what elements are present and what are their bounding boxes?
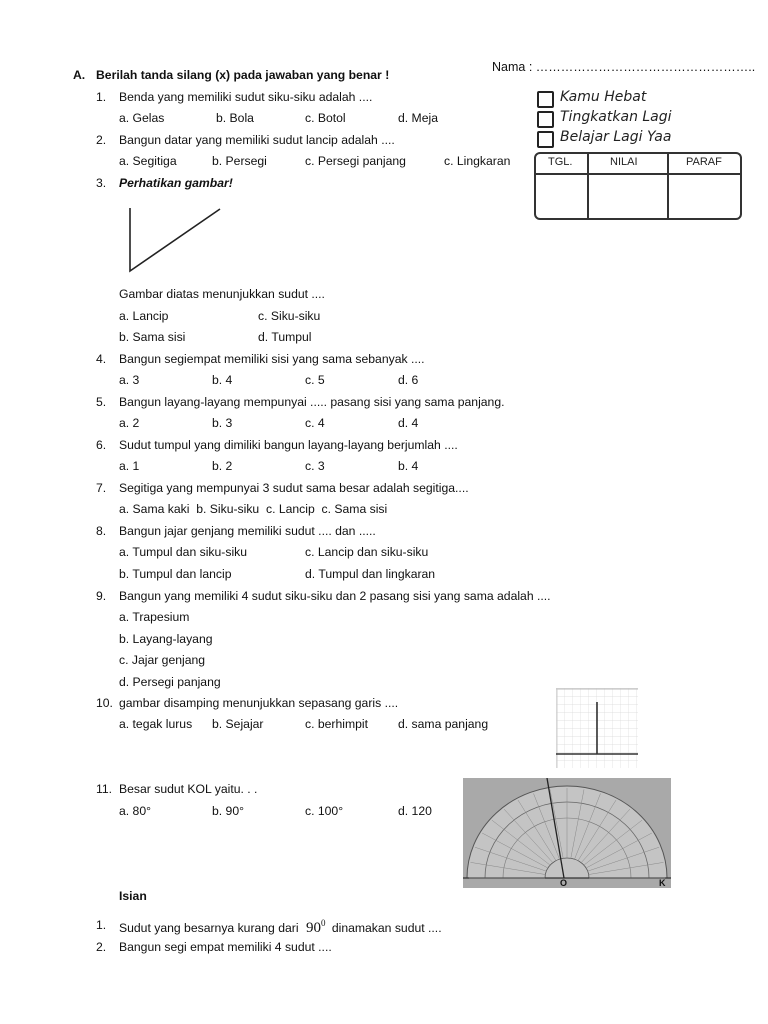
option-a: a. Lancip	[119, 309, 169, 323]
question-number: 3.	[96, 176, 107, 190]
table-header-signature: PARAF	[686, 156, 722, 168]
option-b: b. Persegi	[212, 154, 267, 168]
question-text: Bangun datar yang memiliki sudut lancip adalah ....	[119, 133, 395, 147]
question-text: Bangun segiempat memiliki sisi yang sama sebanyak ....	[119, 352, 425, 366]
option-b: b. 3	[212, 416, 233, 430]
question-number: 7.	[96, 481, 107, 495]
option-a: a. Segitiga	[119, 154, 177, 168]
isian-text-post: dinamakan sudut ....	[331, 921, 442, 935]
question-text: Segitiga yang mempunyai 3 sudut sama besar adalah segitiga....	[119, 481, 469, 495]
option-a: a. 3	[119, 373, 140, 387]
options-line: a. Sama kaki b. Siku-siku c. Lancip c. Sama sisi	[119, 502, 388, 516]
option-b: b. Sama sisi	[119, 330, 186, 344]
isian-question-1	[119, 918, 442, 937]
isian-question-2: Bangun segi empat memiliki 4 sudut ....	[119, 940, 332, 954]
question-number: 8.	[96, 524, 107, 538]
checklist-item: Tingkatkan Lagi	[560, 109, 672, 125]
question-text: Sudut tumpul yang dimiliki bangun layang-layang berjumlah ....	[119, 438, 458, 452]
option-c: c. Jajar genjang	[119, 653, 206, 667]
option-d: d. Tumpul	[258, 330, 312, 344]
question-number: 6.	[96, 438, 107, 452]
option-b: b. Tumpul dan lancip	[119, 567, 232, 581]
question-number: 5.	[96, 395, 107, 409]
option-d: d. 4	[398, 416, 419, 430]
question-text: Bangun jajar genjang memiliki sudut .... dan .....	[119, 524, 376, 538]
question-number: 1.	[96, 918, 107, 932]
section-isian-title: Isian	[119, 889, 147, 903]
option-a: a. Tumpul dan siku-siku	[119, 545, 248, 559]
score-table	[534, 152, 742, 220]
option-a: a. Gelas	[119, 111, 165, 125]
protractor-label-k: K	[659, 878, 666, 888]
question-text: Bangun layang-layang mempunyai ..... pasang sisi yang sama panjang.	[119, 395, 505, 409]
option-d: d. sama panjang	[398, 717, 489, 731]
table-divider	[667, 154, 669, 218]
option-a: a. 2	[119, 416, 140, 430]
option-b: b. Sejajar	[212, 717, 264, 731]
option-d: d. Tumpul dan lingkaran	[305, 567, 436, 581]
checkbox-icon	[537, 131, 554, 148]
checklist-item: Belajar Lagi Yaa	[560, 129, 672, 145]
option-d: b. 4	[398, 459, 419, 473]
table-header-score: NILAI	[610, 156, 638, 168]
option-c: c. 5	[305, 373, 325, 387]
option-c: c. Lancip dan siku-siku	[305, 545, 429, 559]
question-number: 4.	[96, 352, 107, 366]
option-b: b. 4	[212, 373, 233, 387]
option-d: d. 120	[398, 804, 432, 818]
isian-text-pre: Sudut yang besarnya kurang dari	[119, 921, 299, 935]
option-a: a. tegak lurus	[119, 717, 193, 731]
option-c: c. Botol	[305, 111, 346, 125]
question-text: Benda yang memiliki sudut siku-siku adalah ....	[119, 90, 373, 104]
option-c: c. Siku-siku	[258, 309, 321, 323]
option-c: c. 3	[305, 459, 325, 473]
name-field: Nama : ……………………………………………..	[492, 60, 756, 74]
protractor-drawing	[463, 778, 671, 888]
table-divider	[587, 154, 589, 218]
question-number: 10.	[96, 696, 113, 710]
perpendicular-lines-figure	[556, 688, 638, 768]
question-text: Bangun yang memiliki 4 sudut siku-siku dan 2 pasang sisi yang sama adalah ....	[119, 589, 551, 603]
question-number: 1.	[96, 90, 107, 104]
option-d: d. Persegi panjang	[119, 675, 221, 689]
protractor-label-o: O	[560, 878, 568, 888]
section-letter: A.	[73, 68, 86, 82]
table-header-date: TGL.	[548, 156, 573, 168]
checkbox-icon	[537, 111, 554, 128]
option-d: d. 6	[398, 373, 419, 387]
checkbox-icon	[537, 91, 554, 108]
option-b: b. 2	[212, 459, 233, 473]
question-number: 11.	[96, 782, 113, 796]
option-b: b. Layang-layang	[119, 632, 213, 646]
option-a: a. Trapesium	[119, 610, 190, 624]
question-number: 2.	[96, 940, 107, 954]
option-a: a. 80°	[119, 804, 151, 818]
question-number: 2.	[96, 133, 107, 147]
degree-number: 90	[305, 920, 321, 936]
option-b: b. 90°	[212, 804, 244, 818]
protractor-figure	[463, 778, 671, 888]
option-c: c. 100°	[305, 804, 344, 818]
checklist-item: Kamu Hebat	[560, 89, 647, 105]
option-c: c. berhimpit	[305, 717, 368, 731]
question-text: Besar sudut KOL yaitu. . .	[119, 782, 258, 796]
option-c: c. Persegi panjang	[305, 154, 406, 168]
option-c: c. 4	[305, 416, 325, 430]
degree-sup: 0	[320, 918, 326, 928]
option-d: d. Meja	[398, 111, 438, 125]
question-text: Perhatikan gambar!	[119, 176, 233, 190]
question-number: 9.	[96, 589, 107, 603]
option-d: c. Lingkaran	[444, 154, 511, 168]
question-caption: Gambar diatas menunjukkan sudut ....	[119, 287, 325, 301]
question-text: gambar disamping menunjukkan sepasang garis ....	[119, 696, 399, 710]
section-title: Berilah tanda silang (x) pada jawaban yang benar !	[96, 68, 390, 82]
option-a: a. 1	[119, 459, 140, 473]
degree-value	[306, 920, 326, 936]
option-b: b. Bola	[216, 111, 254, 125]
acute-angle-figure	[124, 204, 226, 276]
